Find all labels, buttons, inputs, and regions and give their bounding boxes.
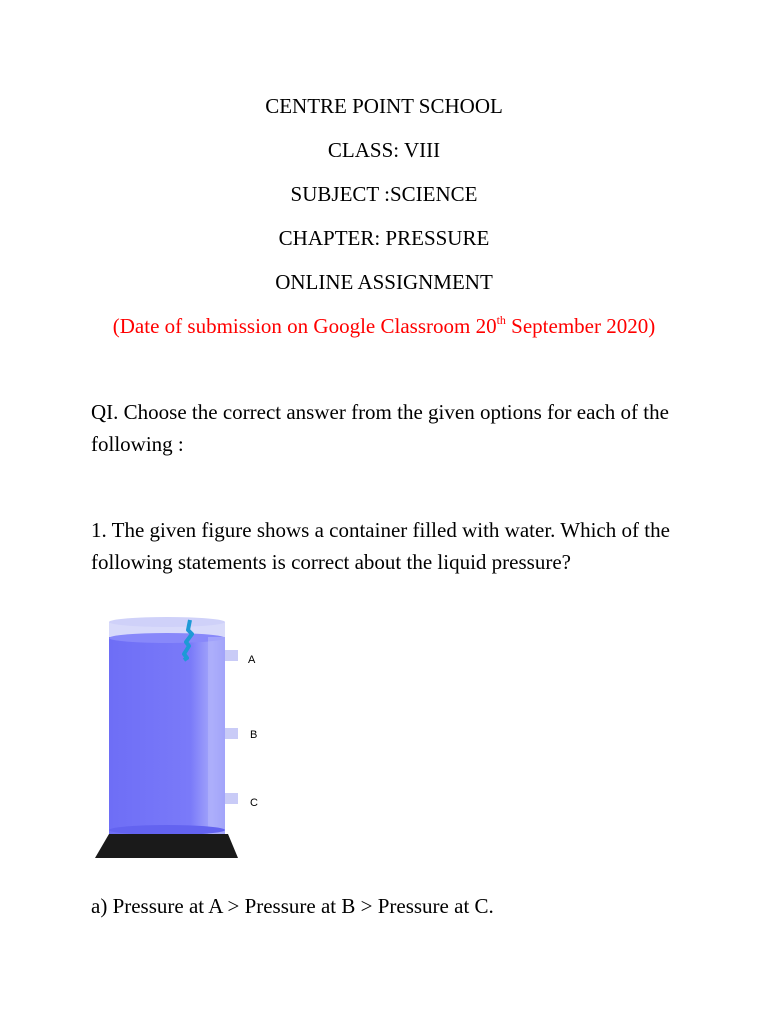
subject-line: SUBJECT :SCIENCE: [290, 182, 478, 206]
water-body: [109, 637, 225, 834]
chapter-line: CHAPTER: PRESSURE: [278, 226, 490, 250]
submission-date-after: September 2020): [505, 314, 656, 338]
submission-date-superscript: th: [496, 313, 506, 327]
school-name: CENTRE POINT SCHOOL: [265, 94, 503, 118]
question-instruction: QI. Choose the correct answer from the given options for each of the following :: [91, 400, 669, 456]
question-1-text: 1. The given figure shows a container filled with water. Which of the following statements is correct about the liquid pressure?: [91, 518, 670, 574]
assignment-line: ONLINE ASSIGNMENT: [275, 270, 493, 294]
option-a: a) Pressure at A > Pressure at B > Pressure at C.: [91, 894, 494, 918]
container-figure: [90, 612, 280, 862]
outlet-c: [225, 793, 238, 804]
outlet-b: [225, 728, 238, 739]
label-c: C: [250, 797, 258, 809]
water-surface: [109, 633, 225, 643]
water-bottom: [109, 825, 225, 835]
label-a: A: [248, 654, 256, 666]
water-container-diagram: [90, 612, 280, 862]
submission-date: [0, 314, 768, 338]
container-rim-top: [109, 617, 225, 627]
container-base: [95, 834, 238, 858]
label-b: B: [250, 729, 258, 741]
submission-date-before: (Date of submission on Google Classroom 20: [112, 314, 497, 338]
outlet-a: [225, 650, 238, 661]
container-wall-highlight: [208, 637, 225, 834]
class-line: CLASS: VIII: [327, 138, 441, 162]
